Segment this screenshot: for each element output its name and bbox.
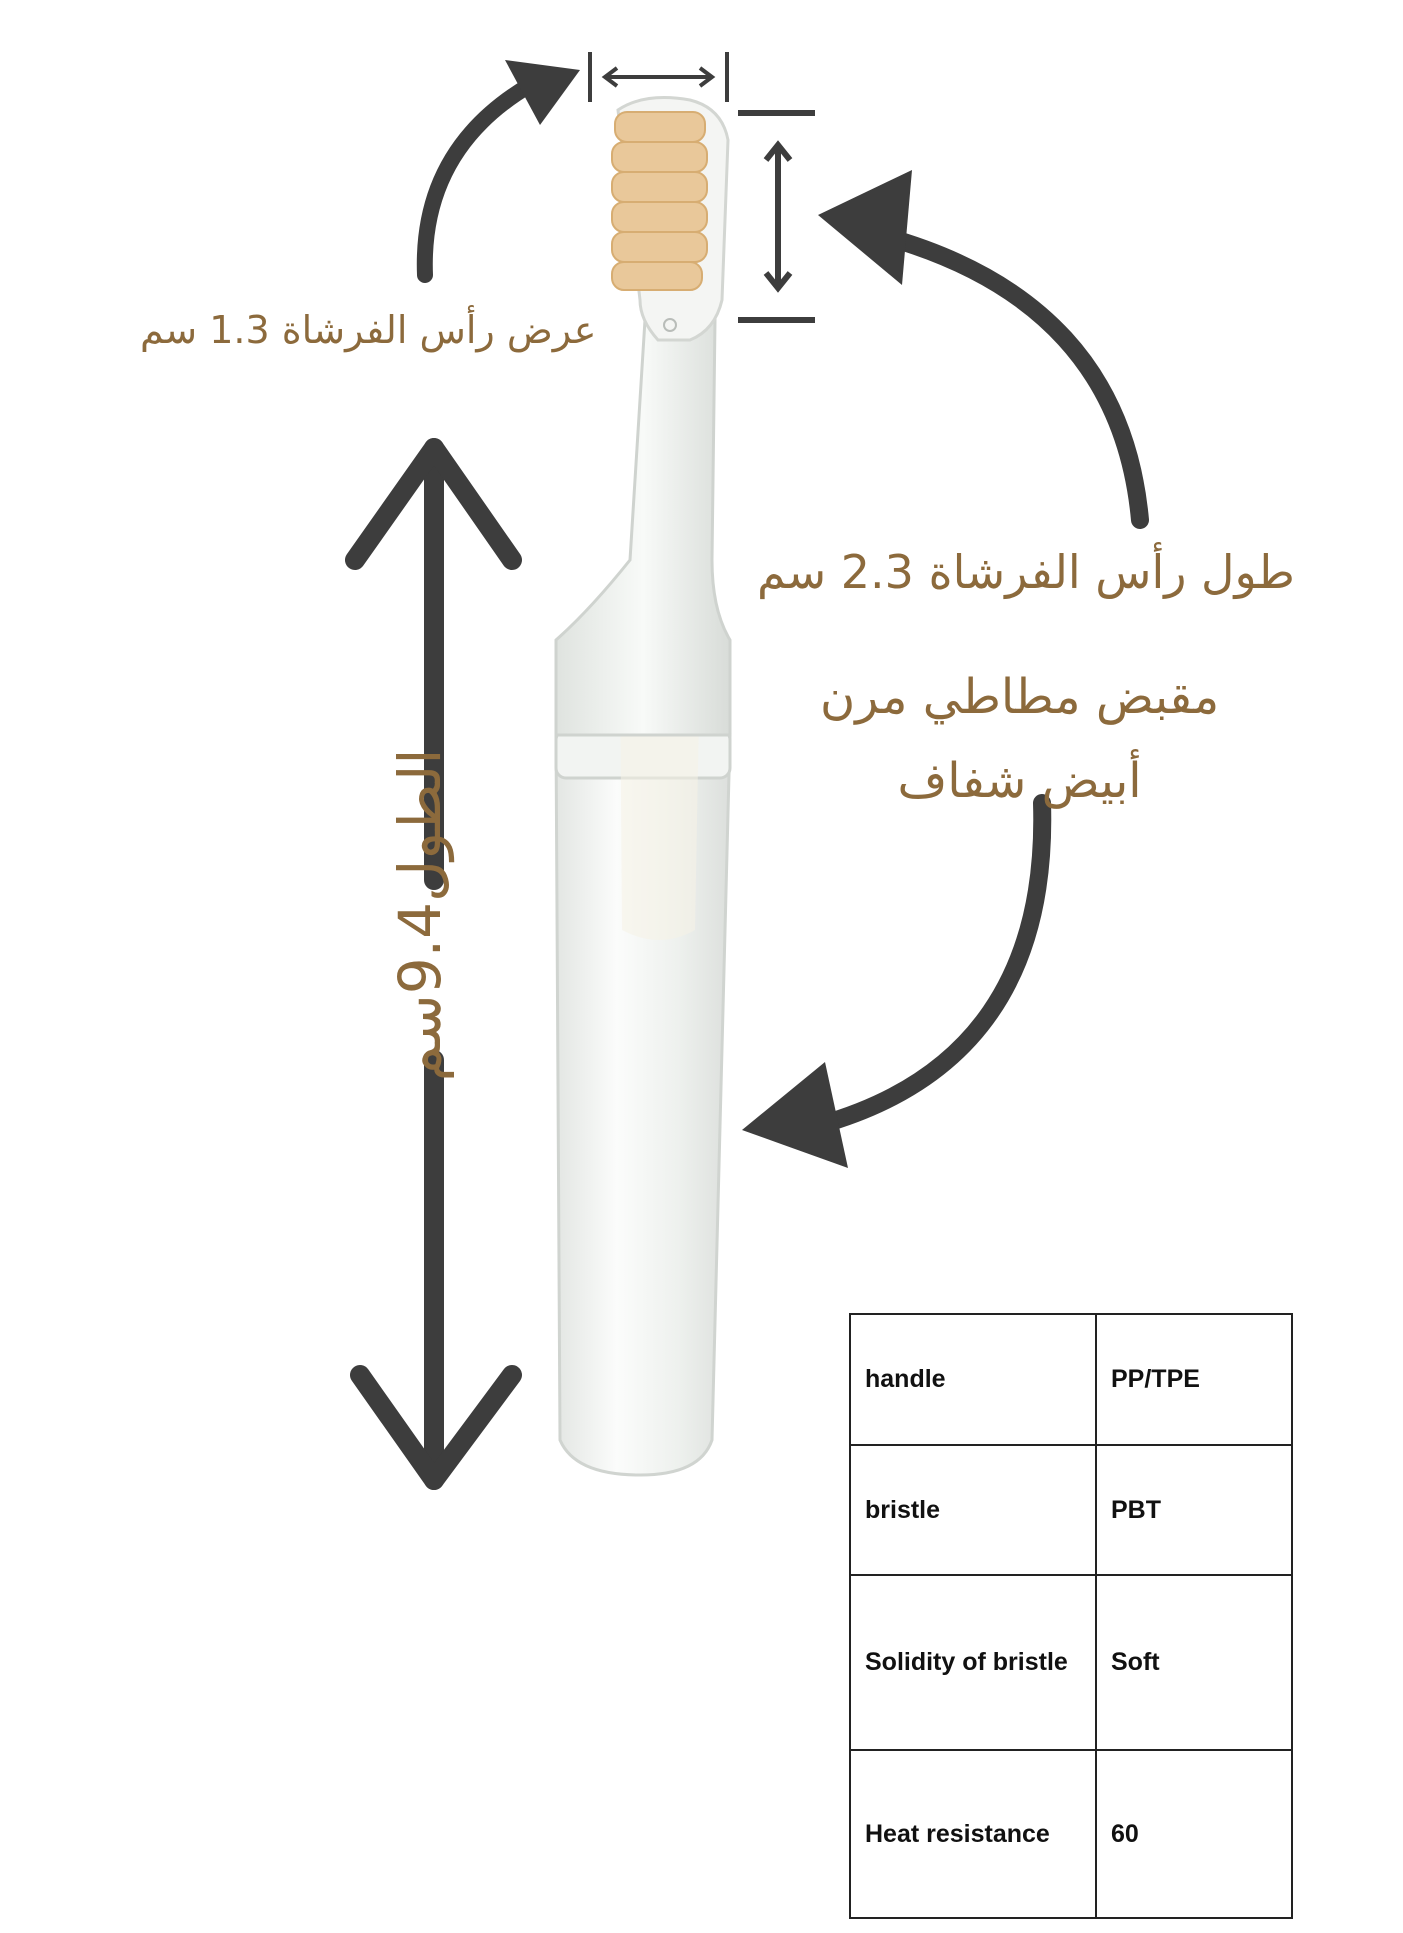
handle-description-line1: مقبض مطاطي مرن <box>820 669 1220 725</box>
length-dimension-icon <box>738 113 815 320</box>
handle-description <box>820 655 1219 823</box>
bristles <box>612 112 707 290</box>
total-length-label: الطول9.4سم <box>386 748 454 1082</box>
spec-property: Heat resistance <box>850 1750 1096 1918</box>
toothbrush-image <box>556 98 730 1475</box>
handle-description-line2: أبيض شفاف <box>897 753 1142 809</box>
table-row <box>850 1750 1292 1918</box>
spec-property: Solidity of bristle <box>850 1575 1096 1750</box>
spec-value: PBT <box>1096 1445 1292 1575</box>
spec-table <box>849 1313 1293 1919</box>
width-dimension-icon <box>590 52 727 102</box>
table-row <box>850 1445 1292 1575</box>
spec-property: bristle <box>850 1445 1096 1575</box>
curved-arrow-handle-icon <box>742 803 1042 1168</box>
head-width-label: عرض رأس الفرشاة 1.3 سم <box>140 308 597 352</box>
head-length-label: طول رأس الفرشاة 2.3 سم <box>757 545 1295 599</box>
spec-value: 60 <box>1096 1750 1292 1918</box>
brush-neck <box>556 320 730 735</box>
table-row <box>850 1575 1292 1750</box>
spec-value: Soft <box>1096 1575 1292 1750</box>
spec-value: PP/TPE <box>1096 1314 1292 1445</box>
table-row <box>850 1314 1292 1445</box>
curved-arrow-width-icon <box>425 60 580 275</box>
curved-arrow-length-icon <box>818 170 1140 520</box>
spec-property: handle <box>850 1314 1096 1445</box>
